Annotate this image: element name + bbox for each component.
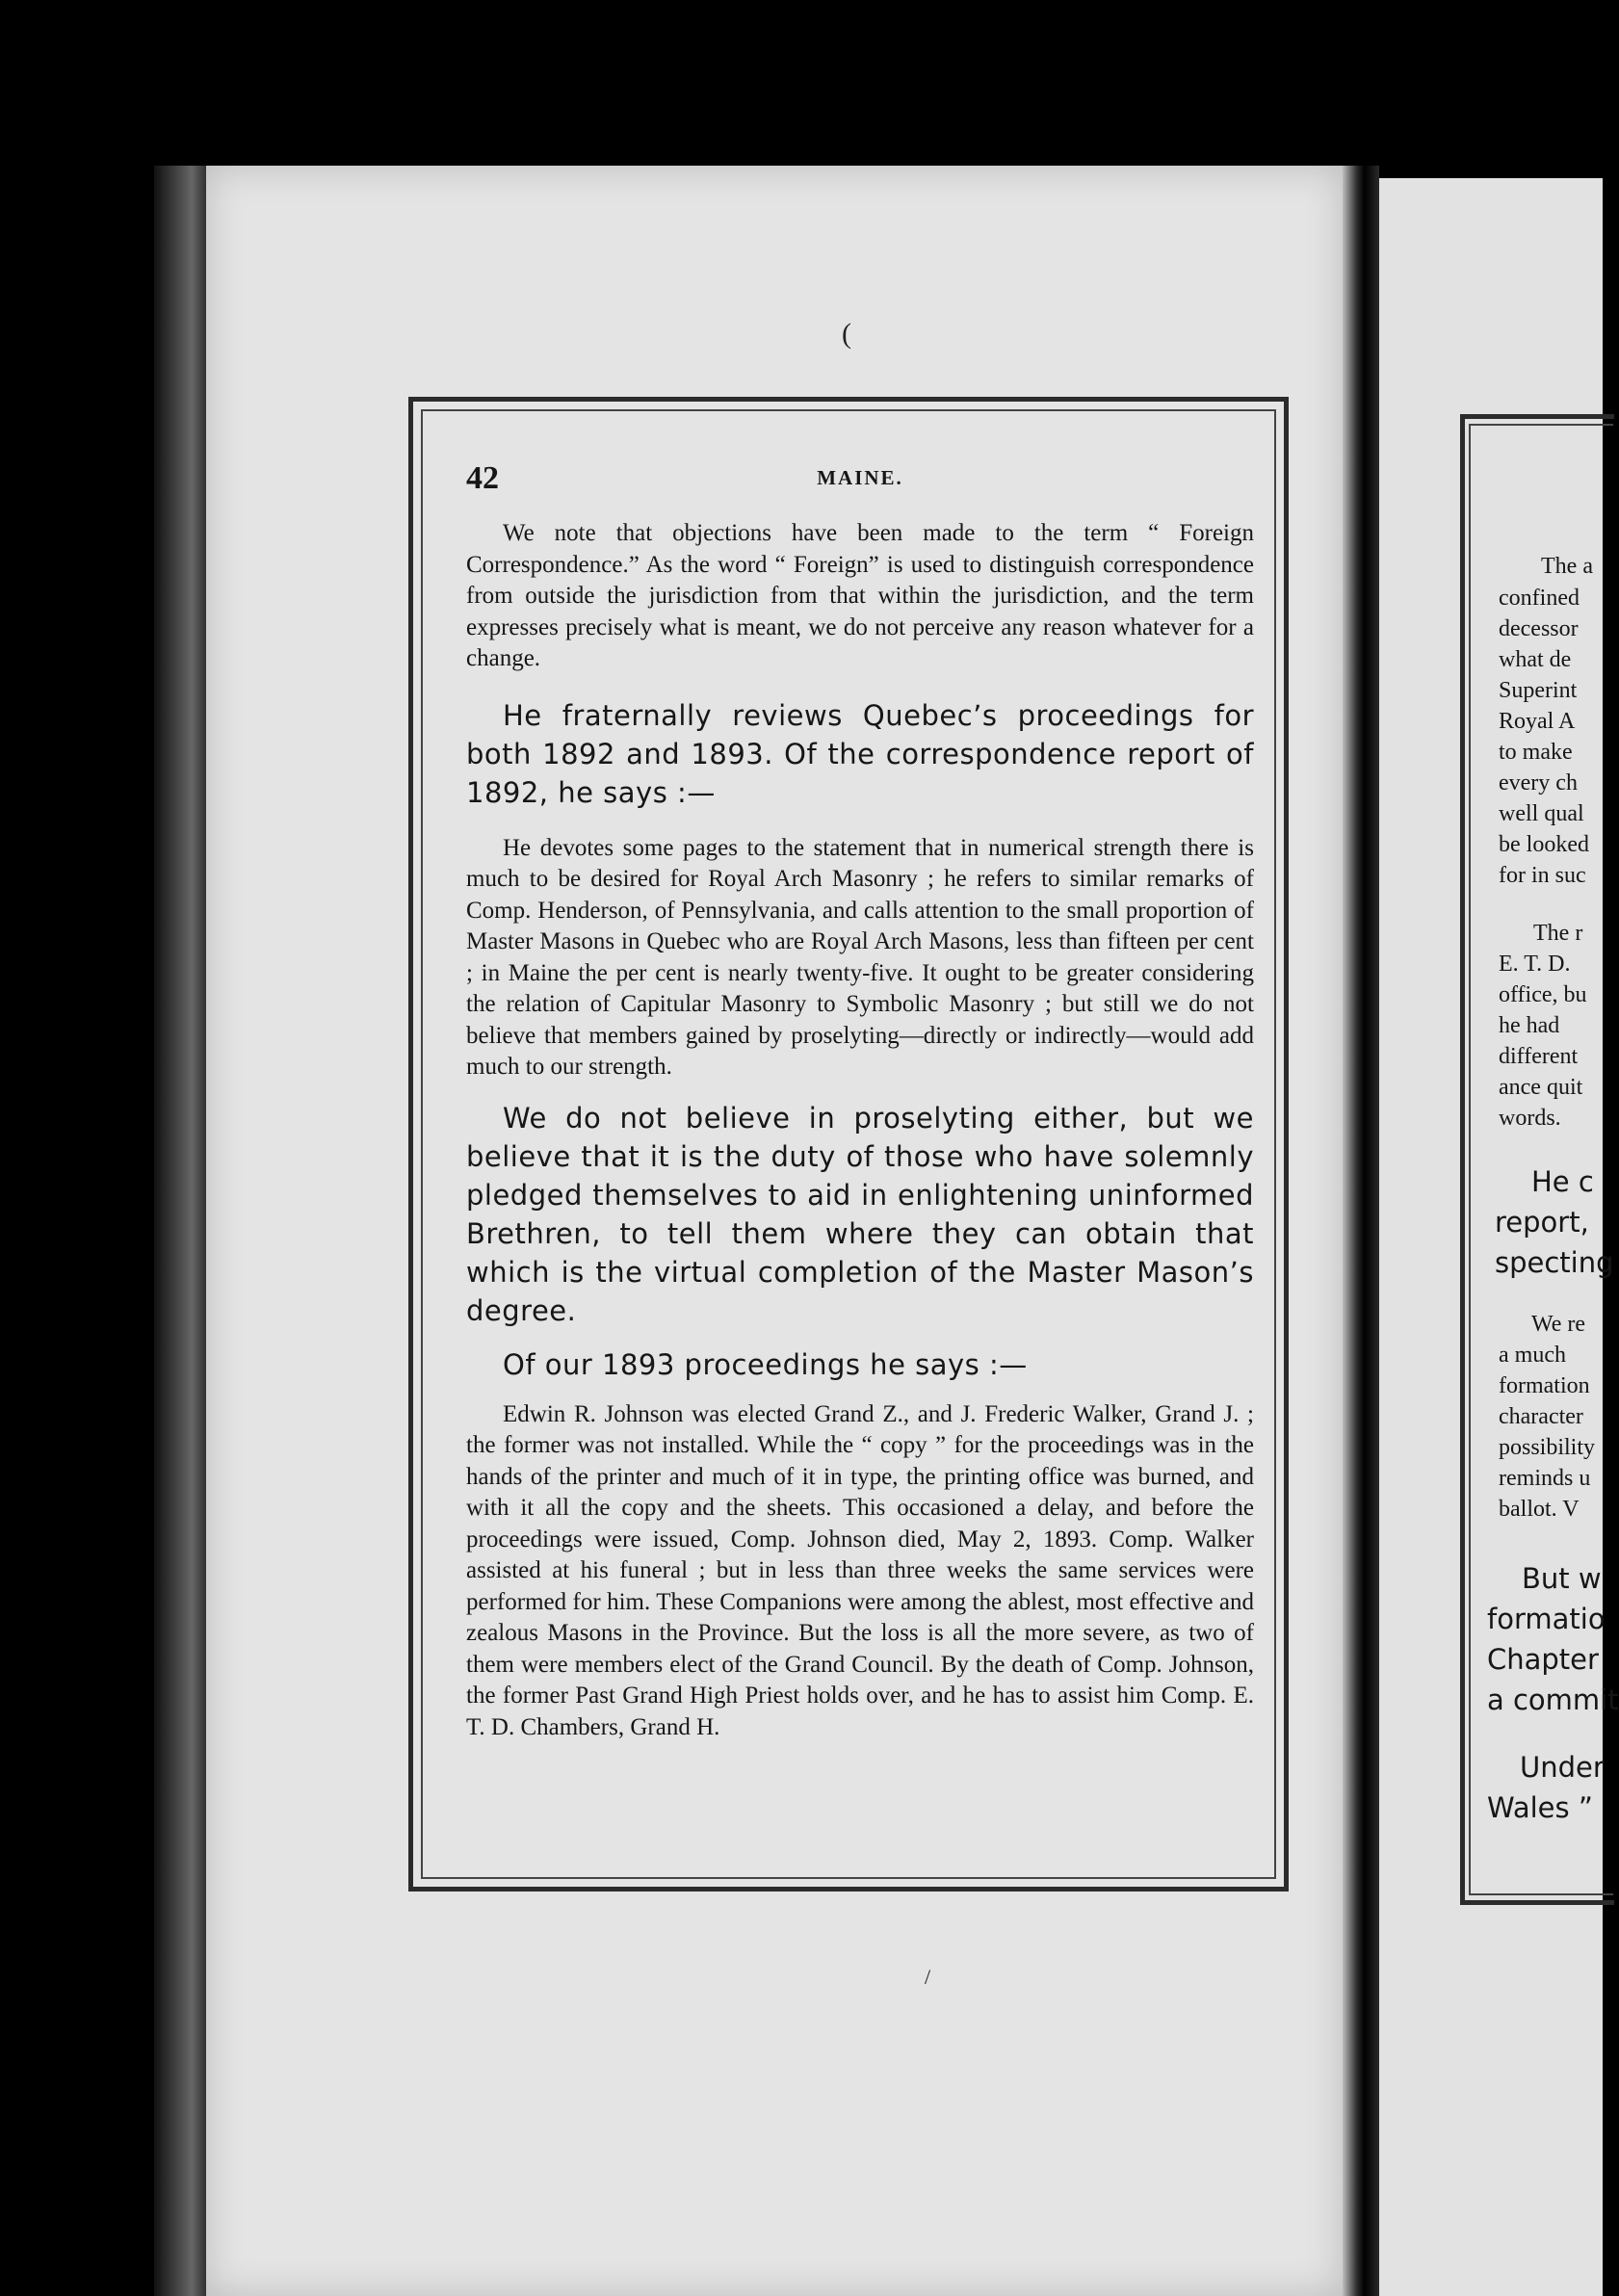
right-fragment: possibility xyxy=(1499,1435,1596,1460)
right-fragment: character xyxy=(1499,1404,1583,1429)
right-fragment: for in suc xyxy=(1499,863,1586,888)
right-fragment: But w xyxy=(1522,1562,1602,1595)
book-spine xyxy=(154,166,208,2296)
right-fragment: specting xyxy=(1495,1246,1614,1279)
right-fragment: a much xyxy=(1499,1343,1566,1368)
right-fragment: ance quit xyxy=(1499,1075,1583,1100)
right-fragment: formation xyxy=(1499,1373,1590,1398)
page-header xyxy=(466,460,1254,503)
page-number: 42 xyxy=(466,460,499,496)
right-fragment: different xyxy=(1499,1044,1579,1069)
quote-johnson-walker: Edwin R. Johnson was elected Grand Z., and J. Frederic Walker, Grand J. ; the former was not installed. While the “ copy ” for the proceedings was in the hands of the printer and much of it in type, the printing office was burned, and with it all the copy and the sheets. This occasioned a delay, and before the proceedings were issued, Comp. Johnson died, May 2, 1893. Comp. Walker assisted at his funeral ; but in less than three weeks the same services were performed for him. These Companions were among the ablest, most effective and zealous Masons in the Province. But the loss is all the more severe, as two of them were members elect of the Grand Council. By the death of Comp. Johnson, the former Past Grand High Priest holds over, and he has to assist him Comp. E. T. D. Chambers, Grand H. xyxy=(466,1400,1254,1740)
right-fragment: confined xyxy=(1499,586,1580,611)
right-fragment: reminds u xyxy=(1499,1466,1591,1491)
right-fragment: report, xyxy=(1495,1206,1589,1239)
right-fragment: well qual xyxy=(1499,801,1584,826)
paragraph-foreign-correspondence: We note that objections have been made to the term “ Foreign Correspondence.” As the word “ Foreign” is used to distinguish correspondence from outside the jurisdiction from that within the jurisdiction, and the term expresses precisely what is meant, we do not perceive any reason whatever for a change. xyxy=(466,520,1254,671)
right-fragment: be looked xyxy=(1499,832,1589,857)
right-fragment: The a xyxy=(1541,554,1593,579)
right-fragment: Under xyxy=(1520,1751,1605,1784)
right-fragment: office, bu xyxy=(1499,982,1587,1007)
right-fragment: to make xyxy=(1499,740,1573,765)
right-fragment: he had xyxy=(1499,1013,1560,1038)
right-fragment: The r xyxy=(1533,921,1583,946)
right-fragment: decessor xyxy=(1499,616,1579,641)
page-text-block xyxy=(466,460,1254,1743)
page-gutter xyxy=(1343,166,1379,2296)
right-fragment: Royal A xyxy=(1499,709,1576,734)
paragraph-quebec-review: He fraternally reviews Quebec’s proceedings for both 1892 and 1893. Of the correspondence report of 1892, he says :— xyxy=(466,698,1254,809)
right-fragment: what de xyxy=(1499,647,1572,672)
quote-numerical-strength: He devotes some pages to the statement that in numerical strength there is much to be desired for Royal Arch Masonry ; he refers to similar remarks of Comp. Henderson, of Pennsylvania, and calls attention to the small proportion of Master Masons in Quebec who are Royal Arch Masons, less than fifteen per cent ; in Maine the per cent is nearly twenty-five. It ought to be greater considering the relation of Capitular Masonry to Symbolic Masonry ; but still we do not believe that members gained by proselyting—directly or indirectly—would add much to our strength. xyxy=(466,834,1254,1080)
right-fragment: E. T. D. xyxy=(1499,952,1571,977)
right-fragment: He c xyxy=(1531,1165,1594,1198)
right-fragment: Wales ” xyxy=(1487,1791,1593,1824)
scan-mark: / xyxy=(925,1965,931,1989)
running-head: MAINE. xyxy=(817,466,903,489)
right-fragment: formatio xyxy=(1487,1603,1606,1635)
right-fragment: words. xyxy=(1499,1106,1561,1131)
right-fragment: every ch xyxy=(1499,770,1578,796)
scan-mark: ( xyxy=(842,318,851,350)
paragraph-1893-proceedings: Of our 1893 proceedings he says :— xyxy=(503,1347,1028,1381)
right-fragment: Chapter xyxy=(1487,1643,1599,1676)
paragraph-proselyting: We do not believe in proselyting either, but we believe that it is the duty of those who have solemnly pledged themselves to aid in enlightening uninformed Brethren, to tell them where they can obtain that which is the virtual completion of the Master Mason’s degree. xyxy=(466,1101,1254,1327)
right-fragment: a commit xyxy=(1487,1683,1619,1716)
right-fragment: We re xyxy=(1531,1312,1586,1337)
right-fragment: ballot. V xyxy=(1499,1497,1580,1522)
right-fragment: Superint xyxy=(1499,678,1578,703)
